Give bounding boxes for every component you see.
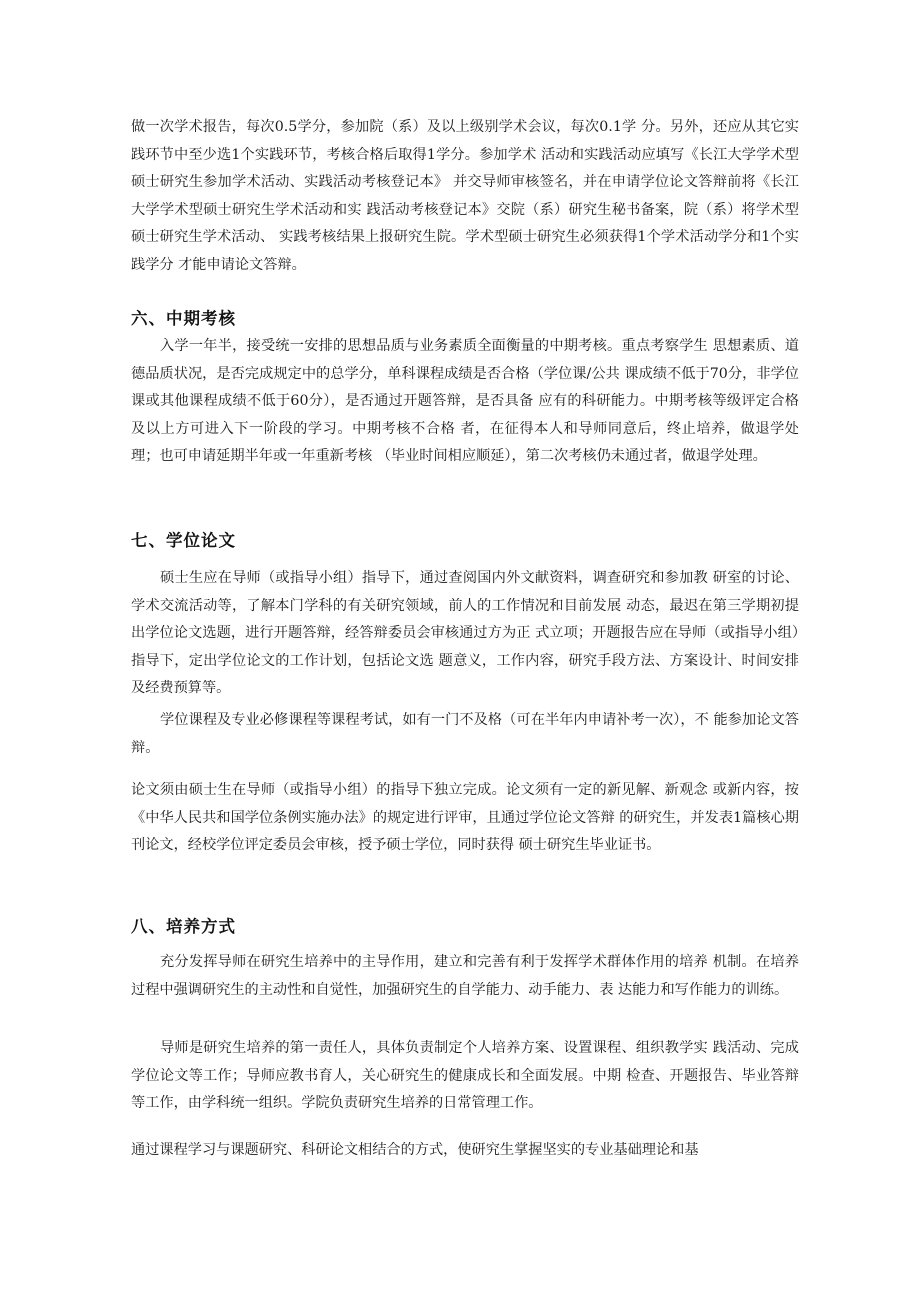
paragraph-advisor-role: 充分发挥导师在研究生培养中的主导作用，建立和完善有利于发挥学术群体作用的培养 机制。在培养过程中强调研究生的主动性和自觉性，加强研究生的自学能力、动手能力、表 达能力和写作能力的训练。 <box>131 954 799 998</box>
section-heading-midterm: 六、中期考核 <box>131 309 236 328</box>
paragraph-thesis-proposal: 硕士生应在导师（或指导小组）指导下，通过查阅国内外文献资料，调查研究和参加教 研室的讨论、学术交流活动等，了解本门学科的有关研究领域，前人的工作情况和目前发展 动态，最迟在第三学期初提出学位论文选题，进行开题答辩，经答辩委员会审核通过方为正 式立项；开题报告应在导师（或指导小组）指导下，定出学位论文的工作计划，包括论文选 题意义，工作内容，研究手段方法、方案设计、时间安排及经费预算等。 <box>131 570 799 697</box>
section-heading-thesis: 七、学位论文 <box>131 531 236 550</box>
paragraph-course-research: 通过课程学习与课题研究、科研论文相结合的方式，使研究生掌握坚实的专业基础理论和基 <box>131 1142 699 1158</box>
paragraph-advisor-responsibility: 导师是研究生培养的第一责任人，具体负责制定个人培养方案、设置课程、组织教学实 践活动、完成学位论文等工作；导师应教书育人，关心研究生的健康成长和全面发展。中期 检查、开题报告、毕业答辩等工作，由学科统一组织。学院负责研究生培养的日常管理工作。 <box>131 1040 799 1112</box>
section-heading-training-method: 八、培养方式 <box>131 917 236 936</box>
paragraph-midterm-assessment: 入学一年半，接受统一安排的思想品质与业务素质全面衡量的中期考核。重点考察学生 思想素质、道德品质状况，是否完成规定中的总学分，单科课程成绩是否合格（学位课/公共 课成绩不低于70分，非学位课或其他课程成绩不低于60分），是否通过开题答辩，是否具备 应有的科研能力。中期考核等级评定合格及以上方可进入下一阶段的学习。中期考核不合格 者，在征得本人和导师同意后，终止培养，做退学处理；也可申请延期半年或一年重新考核 （毕业时间相应顺延），第二次考核仍未通过者，做退学处理。 <box>131 338 799 465</box>
paragraph-thesis-completion: 论文须由硕士生在导师（或指导小组）的指导下独立完成。论文须有一定的新见解、新观念 或新内容，按《中华人民共和国学位条例实施办法》的规定进行评审，且通过学位论文答辩 的研究生，并发表1篇核心期刊论文，经校学位评定委员会审核，授予硕士学位，同时获得 硕士研究生毕业证书。 <box>131 782 799 854</box>
paragraph-thesis-exam-requirement: 学位课程及专业必修课程等课程考试，如有一门不及格（可在半年内申请补考一次），不 能参加论文答辩。 <box>131 712 799 756</box>
paragraph-academic-credits: 做一次学术报告，每次0.5学分，参加院（系）及以上级别学术会议，每次0.1学 分。另外，还应从其它实践环节中至少选1个实践环节，考核合格后取得1学分。参加学术 活动和实践活动应填写《长江大学学术型硕士研究生参加学术活动、实践活动考核登记本》 并交导师审核签名，并在申请学位论文答辩前将《长江大学学术型硕士研究生学术活动和实 践活动考核登记本》交院（系）研究生秘书备案，院（系）将学术型硕士研究生学术活动、 实践考核结果上报研究生院。学术型硕士研究生必须获得1个学术活动学分和1个实践学分 才能申请论文答辩。 <box>131 119 799 273</box>
